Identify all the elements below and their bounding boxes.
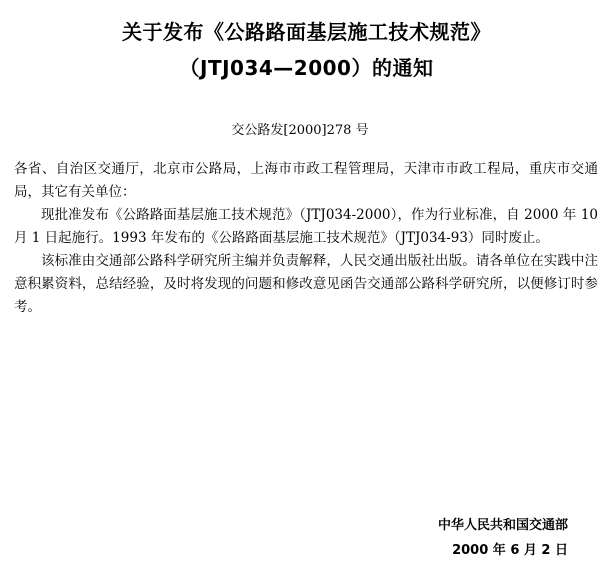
document-title-line-1: 关于发布《公路路面基层施工技术规范》 xyxy=(122,20,491,44)
document-body xyxy=(14,158,598,319)
signature-organization: 中华人民共和国交通部 xyxy=(437,518,568,533)
signature-date: 2000 年 6 月 2 日 xyxy=(452,543,568,558)
paragraph-responsibility: 该标准由交通部公路科学研究所主编并负责解释，人民交通出版社出版。请各单位在实践中注意积累资料，总结经验，及时将发现的问题和修改意见函告交通部公路科学研究所，以便修订时参考。 xyxy=(14,253,598,315)
paragraph-approval: 现批准发布《公路路面基层施工技术规范》（JTJ034-2000），作为行业标准，自 2000 年 10 月 1 日起施行。1993 年发布的《公路路面基层施工技术规范》（JTJ034-93）同时废止。 xyxy=(14,207,598,246)
document-title-line-2: （JTJ034—2000）的通知 xyxy=(179,56,434,80)
salutation: 各省、自治区交通厅，北京市公路局，上海市市政工程管理局，天津市市政工程局，重庆市交通局，其它有关单位： xyxy=(14,161,598,200)
document-number: 交公路发[2000]278 号 xyxy=(231,123,369,138)
